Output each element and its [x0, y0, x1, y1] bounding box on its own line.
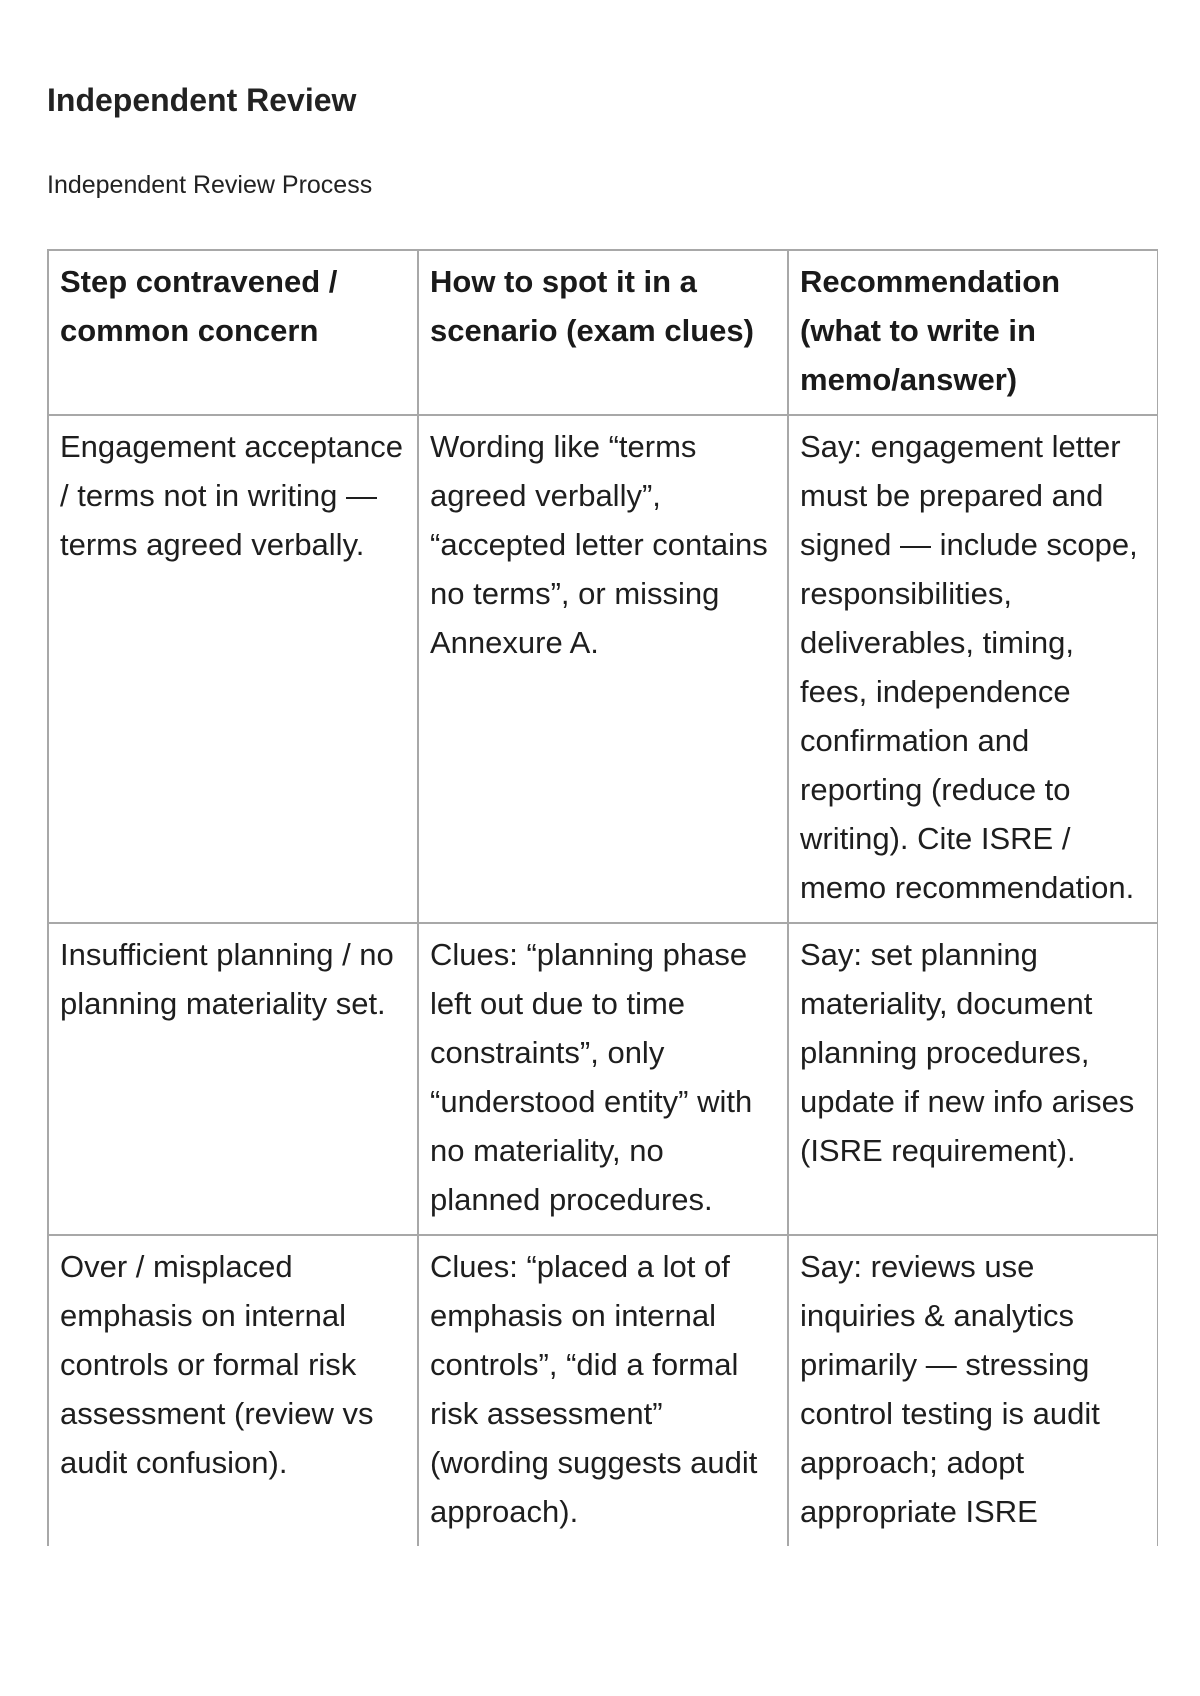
cell-step: Insufficient planning / no planning materiality set. [48, 923, 418, 1235]
cell-clues: Clues: “planning phase left out due to time constraints”, only “understood entity” with no materiality, no planned procedures. [418, 923, 788, 1235]
table-row [48, 1235, 1158, 1546]
review-table-container [47, 249, 1158, 1599]
cell-step: Over / misplaced emphasis on internal controls or formal risk assessment (review vs audit confusion). [48, 1235, 418, 1546]
header-recommendation: Recommendation (what to write in memo/answer) [788, 250, 1158, 415]
cell-recommendation: Say: engagement letter must be prepared and signed — include scope, responsibilities, deliverables, timing, fees, independence confirmation and reporting (reduce to writing). Cite ISRE / memo recommendation. [788, 415, 1158, 923]
cell-clues: Wording like “terms agreed verbally”, “accepted letter contains no terms”, or missing Annexure A. [418, 415, 788, 923]
document-title: Independent Review [47, 82, 357, 118]
header-step-contravened: Step contravened / common concern [48, 250, 418, 415]
table-row [48, 415, 1158, 923]
cell-recommendation: Say: reviews use inquiries & analytics primarily — stressing control testing is audit approach; adopt appropriate ISRE [788, 1235, 1158, 1546]
table-row [48, 923, 1158, 1235]
cell-step: Engagement acceptance / terms not in writing — terms agreed verbally. [48, 415, 418, 923]
header-how-to-spot: How to spot it in a scenario (exam clues) [418, 250, 788, 415]
table-header-row [48, 250, 1158, 415]
cell-clues: Clues: “placed a lot of emphasis on internal controls”, “did a formal risk assessment” (wording suggests audit approach). [418, 1235, 788, 1546]
cell-recommendation: Say: set planning materiality, document planning procedures, update if new info arises (ISRE requirement). [788, 923, 1158, 1235]
review-process-table [47, 249, 1158, 1546]
document-subtitle: Independent Review Process [47, 171, 373, 199]
